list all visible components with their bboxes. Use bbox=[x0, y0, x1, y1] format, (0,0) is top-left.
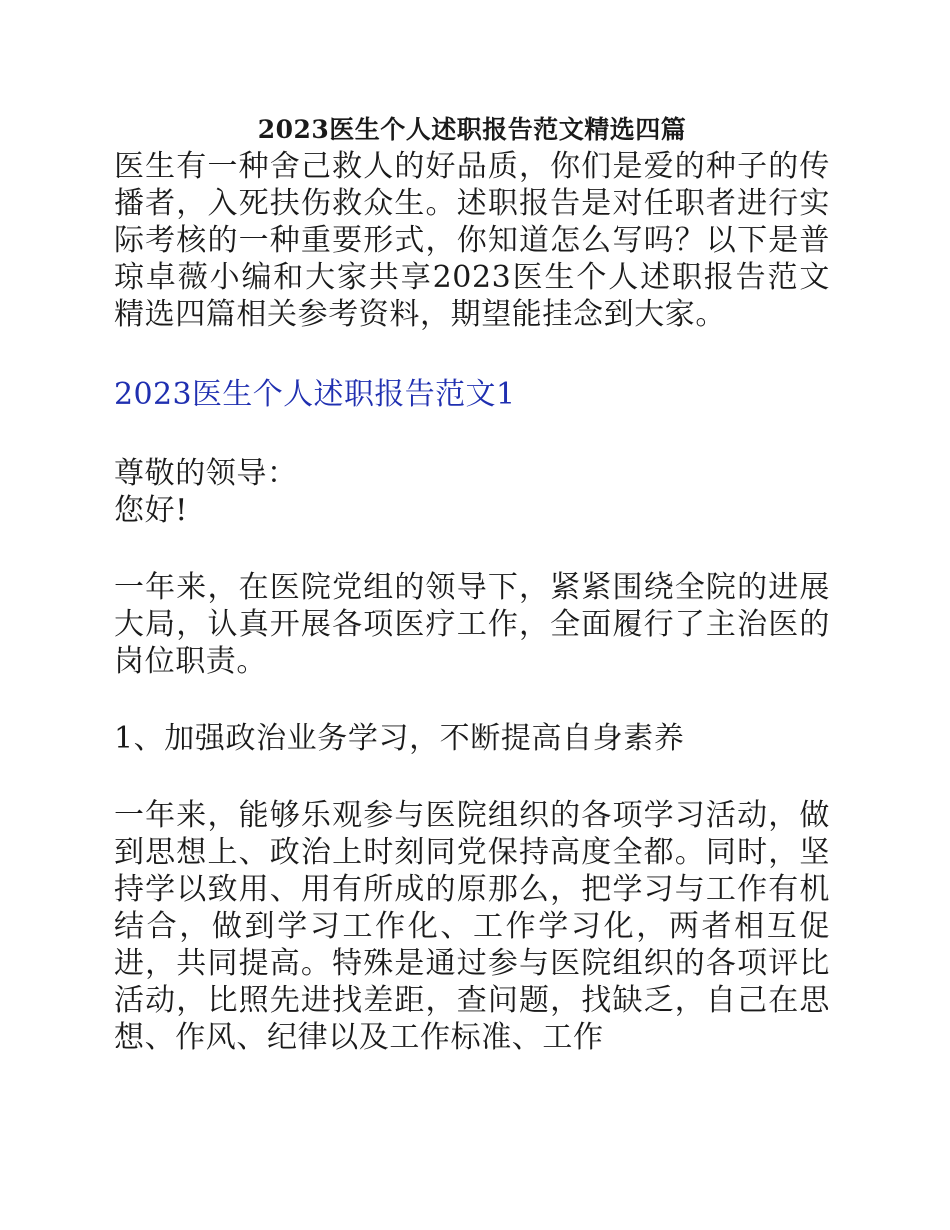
document-page bbox=[114, 112, 830, 1056]
body-paragraph-1: 一年来，在医院党组的领导下，紧紧围绕全院的进展大局，认真开展各项医疗工作，全面履行了主治医的岗位职责。 bbox=[114, 570, 830, 679]
section-heading: 2023医生个人述职报告范文1 bbox=[114, 377, 516, 412]
intro-paragraph: 医生有一种舍己救人的好品质，你们是爱的种子的传播者，入死扶伤救众生。述职报告是对任职者进行实际考核的一种重要形式，你知道怎么写吗？以下是普琼卓薇小编和大家共享2023医生个人述职报告范文精选四篇相关参考资料，期望能挂念到大家。 bbox=[114, 149, 830, 332]
document-title: 2023医生个人述职报告范文精选四篇 bbox=[257, 115, 687, 144]
body-paragraph-2: 一年来，能够乐观参与医院组织的各项学习活动，做到思想上、政治上时刻同党保持高度全都。同时，坚持学以致用、用有所成的原那么，把学习与工作有机结合，做到学习工作化、工作学习化，两者相互促进，共同提高。特殊是通过参与医院组织的各项评比活动，比照先进找差距，查问题，找缺乏，自己在思想、作风、纪律以及工作标准、工作 bbox=[114, 798, 830, 1055]
greeting: 您好! bbox=[114, 493, 188, 528]
salutation: 尊敬的领导： bbox=[114, 456, 298, 491]
subheading-1: 1、加强政治业务学习，不断提高自身素养 bbox=[114, 721, 685, 756]
